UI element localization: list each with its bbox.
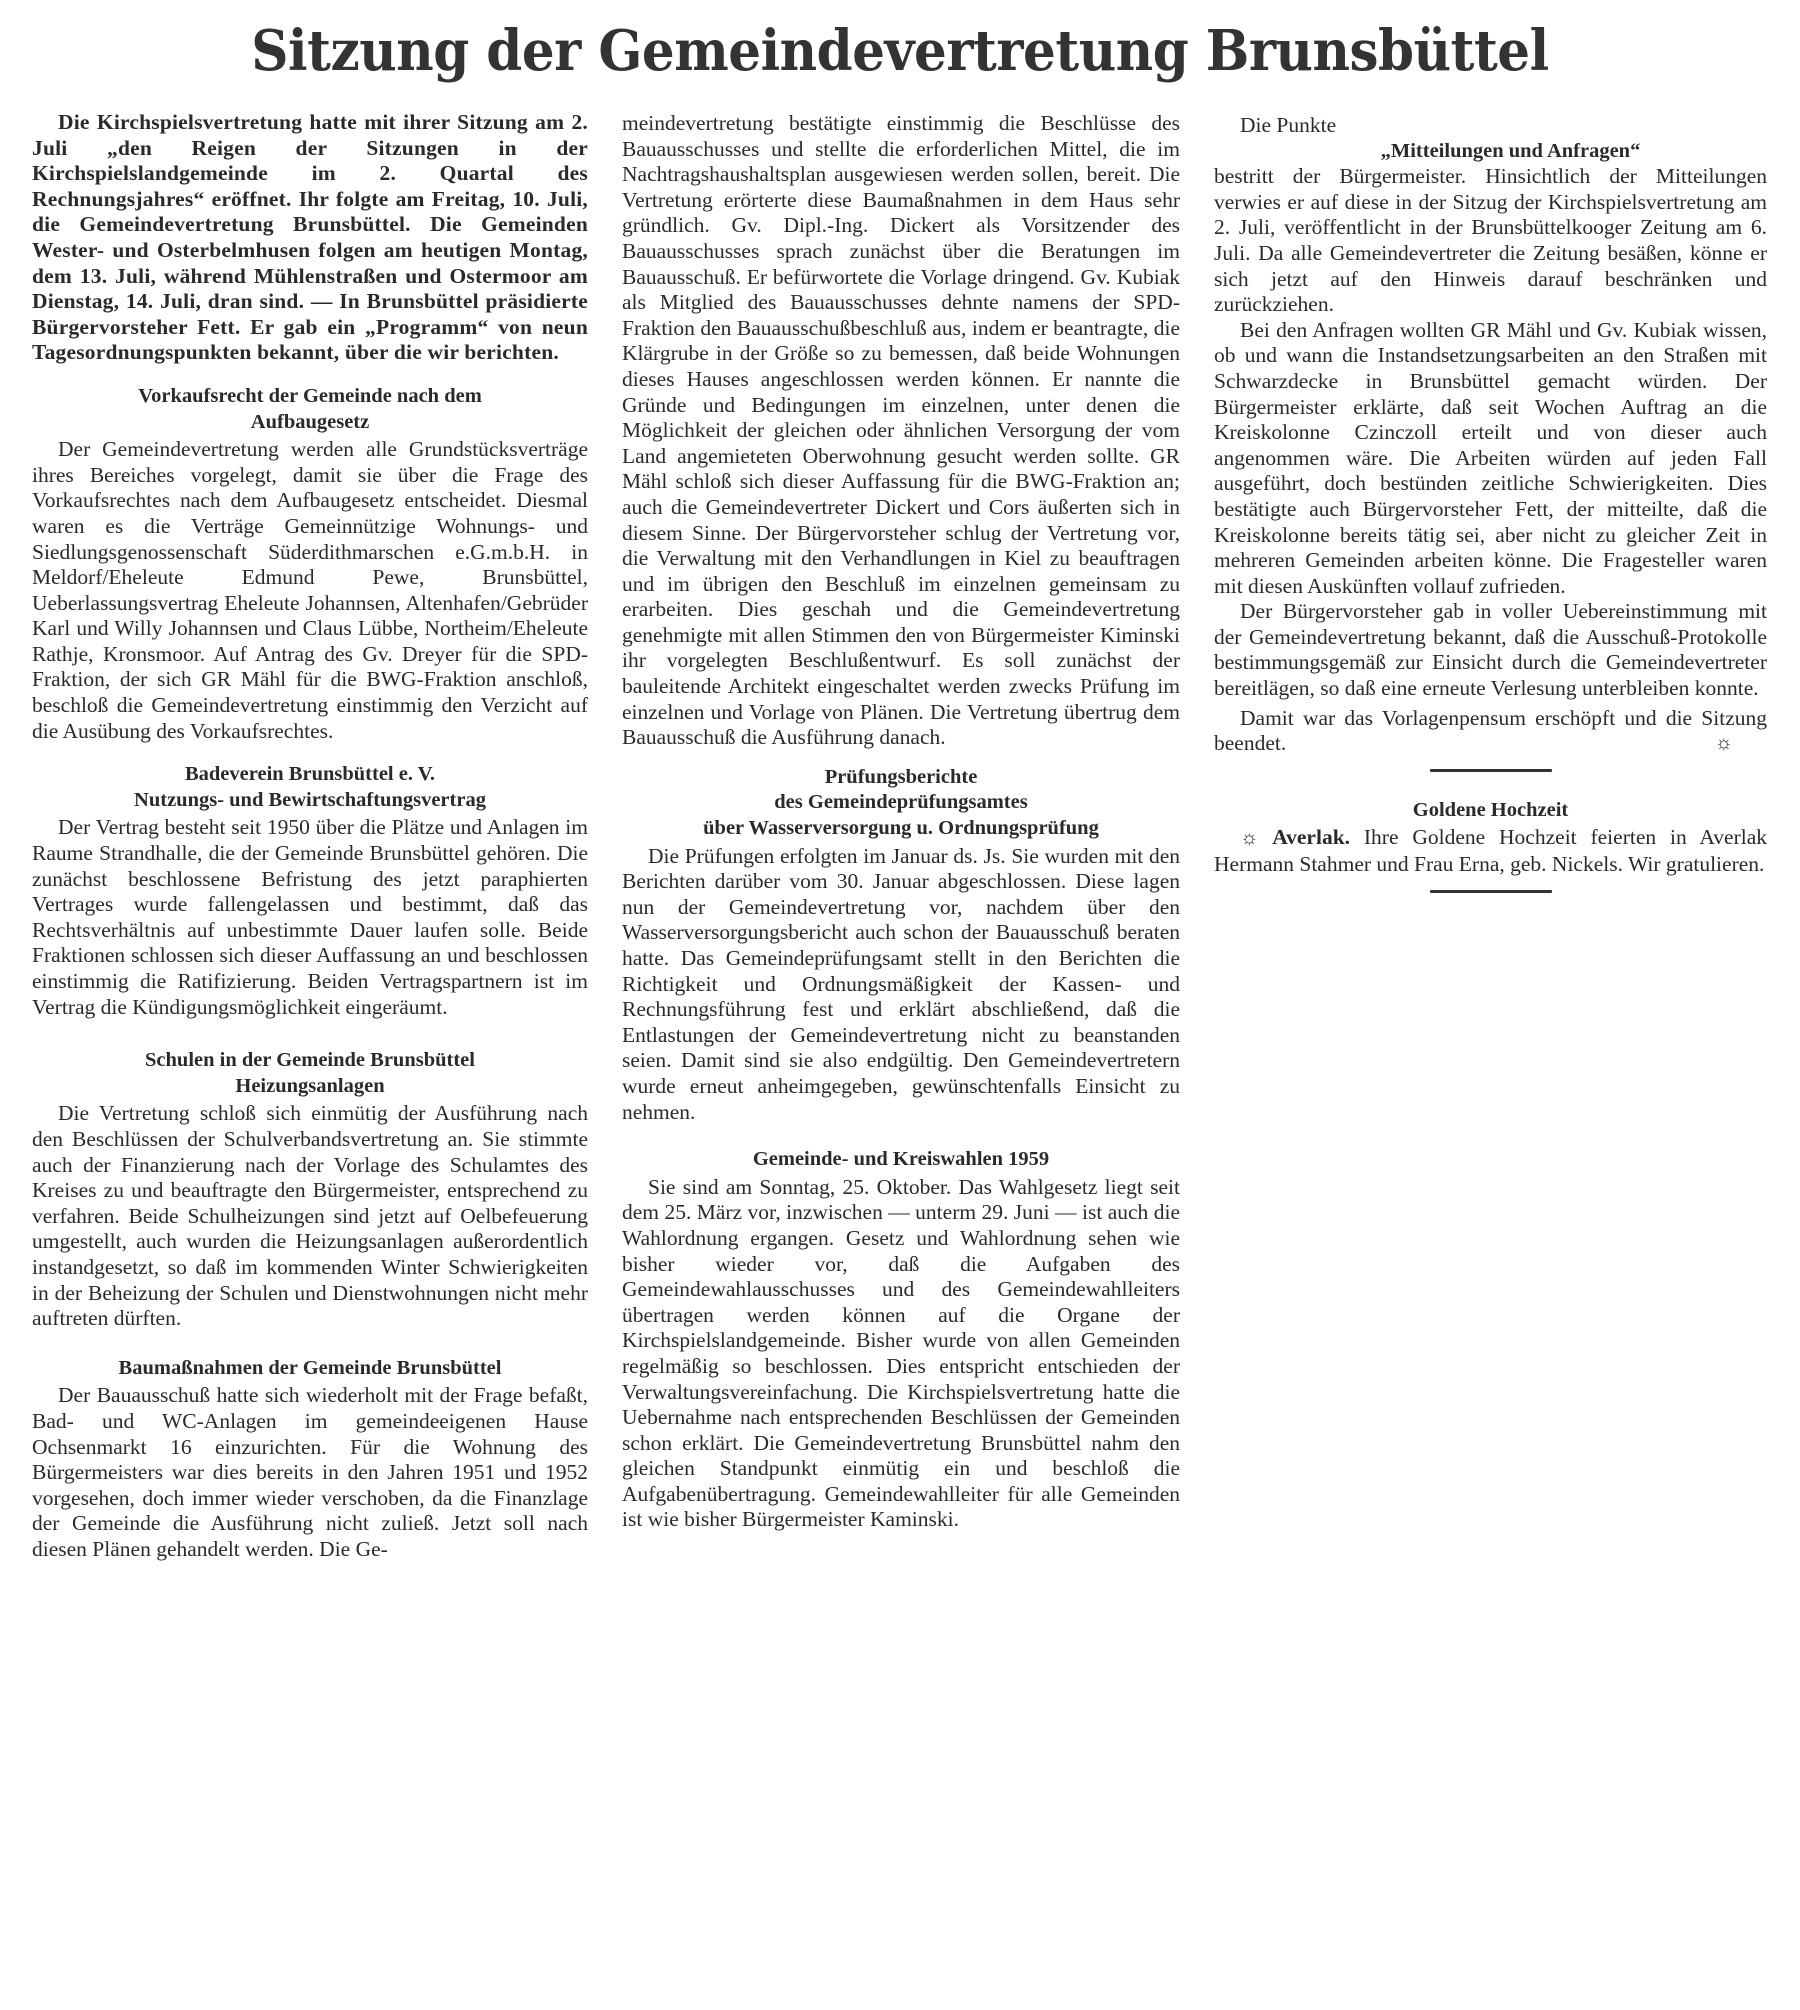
section-heading xyxy=(32,1048,588,1099)
section-heading xyxy=(622,765,1180,842)
divider xyxy=(1430,890,1552,893)
section-body: Die Vertretung schloß sich einmütig der Ausführung nach den Beschlüssen der Schulverbandsvertretung an. Sie stimmte auch der Finanzierung nach der Vorlage des Schulamtes des Kreises zu und beauftragte den Bürgermeister, entsprechend zu verfahren. Beide Schulheizungen sind jetzt auf Oelbefeuerung umgestellt, auch wurden die Heizungsanlagen außerordentlich instandgesetzt, so daß im kommenden Winter Schwierigkeiten in der Beheizung der Schulen und Dienstwohnungen nicht mehr auftreten dürften. xyxy=(32,1101,588,1331)
heading-line: Aufbaugesetz xyxy=(250,410,370,433)
article-title: Sitzung der Gemeindevertretung Brunsbüttel xyxy=(251,18,1549,84)
section-body: Der Vertrag besteht seit 1950 über die Plätze und Anlagen im Raume Strandhalle, die der Gemeinde Brunsbüttel gehören. Die zunächst beschlossene Befristung des jetzt paraphierten Vertrages wurde fallengelassen und bestimmt, daß das Rechtsverhältnis auf unbestimmte Dauer laufen solle. Beide Fraktionen schlossen sich dieser Auffassung an und beschlossen einstimmig die Ratifizierung. Beiden Vertragspartnern ist im Vertrag die Kündigungsmöglichkeit eingeräumt. xyxy=(32,815,588,1019)
closing-paragraph xyxy=(1214,706,1767,757)
heading-line: Heizungsanlagen xyxy=(235,1074,385,1097)
heading-line: Gemeinde- und Kreiswahlen 1959 xyxy=(752,1148,1050,1171)
column-right xyxy=(1214,113,1767,893)
section-heading xyxy=(32,762,588,813)
section-body: Sie sind am Sonntag, 25. Oktober. Das Wahlgesetz liegt seit dem 25. März vor, inzwischen — unterm 29. Juni — ist auch die Wahlordnung ergangen. Gesetz und Wahlordnung sehen wie bisher wieder vor, daß die Aufgaben des Gemeindewahlausschusses und des Gemeindewahlleiters übertragen werden können auf die Organe der Kirchspielslandgemeinde. Bisher wurde von allen Gemeinden regelmäßig so beschlossen. Dies entspricht entschieden der Verwaltungsvereinfachung. Die Kirchspielsvertretung hatte die Uebernahme nach entsprechenden Beschlüssen der Gemeinden schon erklärt. Die Gemeindevertretung Brunsbüttel nahm den gleichen Standpunkt einmütig ein und beschloß die Aufgabenübertragung. Gemeindewahlleiter für alle Gemeinden ist wie bisher Bürgermeister Kaminski. xyxy=(622,1174,1180,1532)
heading-line: Prüfungsberichte xyxy=(824,765,978,788)
star-icon: ☼ xyxy=(1240,827,1259,850)
heading-line: Nutzungs- und Bewirtschaftungsvertrag xyxy=(134,788,486,811)
intro-paragraph: Die Kirchspielsvertretung hatte mit ihrer Sitzung am 2. Juli „den Reigen der Sitzungen in der Kirchspielslandgemeinde im 2. Quartal des Rechnungsjahres“ eröffnet. Ihr folgte am Freitag, 10. Juli, die Gemeindevertretung Brunsbüttel. Die Gemeinden Wester- und Osterbelmhusen folgen am heutigen Montag, dem 13. Juli, während Mühlenstraßen und Ostermoor am Dienstag, 14. Juli, dran sind. — In Brunsbüttel präsidierte Bürgervorsteher Fett. Er gab ein „Programm“ von neun Tagesordnungspunkten bekannt, über die wir berichten. xyxy=(32,110,588,365)
mitteilungen-paragraph: bestritt der Bürgermeister. Hinsichtlich der Mitteilungen verwies er auf diese in der Sitzug der Kirchspielsvertretung am 2. Juli, veröffentlicht in der Brunsbüttelkooger Zeitung am 6. Juli. Da alle Gemeindevertreter die Zeitung besäßen, könne er sich jetzt auf den Hinweis darauf beschränken und zurückziehen. xyxy=(1214,164,1767,317)
column-left xyxy=(32,110,588,1562)
mitteilungen-paragraph: Der Bürgervorsteher gab in voller Uebereinstimmung mit der Gemeindevertretung bekannt, daß die Ausschuß-Protokolle bestimmungsgemäß zur Einsicht durch die Gemeindevertreter bereitlägen, so daß eine erneute Verlesung unterbleiben konnte. xyxy=(1214,599,1767,701)
heading-line: Badeverein Brunsbüttel e. V. xyxy=(184,763,435,786)
divider xyxy=(1430,769,1552,772)
mitteilungen-heading: „Mitteilungen und Anfragen“ xyxy=(1380,139,1641,162)
heading-line: Vorkaufsrecht der Gemeinde nach dem xyxy=(138,384,482,407)
section-body: Der Bauausschuß hatte sich wiederholt mit der Frage befaßt, Bad- und WC-Anlagen im gemeindeeigenen Hause Ochsenmarkt 16 einzurichten. Für die Wohnung des Bürgermeisters war dies bereits in den Jahren 1951 und 1952 vorgesehen, doch immer wieder verschoben, da die Finanzlage der Gemeinde die Ausführung nicht zuließ. Jetzt soll nach diesen Plänen gehandelt werden. Die Ge- xyxy=(32,1383,588,1561)
section-heading xyxy=(32,384,588,435)
star-icon: ☼ xyxy=(1714,732,1733,755)
section-heading xyxy=(32,1356,588,1382)
section-body: Der Gemeindevertretung werden alle Grundstücksverträge ihres Bereiches vorgelegt, damit sie über die Frage des Vorkaufsrechtes nach dem Aufbaugesetz entscheidet. Diesmal waren es die Verträge Gemeinnützige Wohnungs- und Siedlungsgenossenschaft Süderdithmarschen e.G.m.b.H. in Meldorf/Eheleute Edmund Pewe, Brunsbüttel, Ueberlassungsvertrag Eheleute Johannsen, Altenhafen/Gebrüder Karl und Willy Johannsen und Claus Lübbe, Northeim/Eheleute Rathje, Kronsmoor. Auf Antrag des Gv. Dreyer für die SPD-Fraktion, der sich GR Mähl für die BWG-Fraktion anschloß, beschloß die Gemeindevertretung einstimmig den Verzicht auf die Ausübung des Vorkaufsrechtes. xyxy=(32,437,588,743)
notice-body xyxy=(1214,825,1767,877)
heading-line: Schulen in der Gemeinde Brunsbüttel xyxy=(145,1049,475,1072)
heading-line: über Wasserversorgung u. Ordnungsprüfung xyxy=(703,817,1099,840)
mitteilungen-paragraph: Bei den Anfragen wollten GR Mähl und Gv. Kubiak wissen, ob und wann die Instandsetzungsarbeiten an den Straßen mit Schwarzdecke in Brunsbüttel gemacht würden. Der Bürgermeister erklärte, daß seit Wochen Auftrag an die Kreiskolonne Czinczoll erteilt und von dieser auch angenommen wäre. Die Arbeiten würden auf jeden Fall ausgeführt, doch bestünden zeitliche Schwierigkeiten. Dies bestätigte auch Bürgervorsteher Fett, der mitteilte, daß die Kreiskolonne bereits tätig sei, aber nicht zu gleicher Zeit in mehreren Gemeinden arbeiten könne. Die Fragesteller waren mit diesen Auskünften vollauf zufrieden. xyxy=(1214,317,1767,598)
notice-place: Averlak. xyxy=(1272,825,1351,850)
section-body: Die Prüfungen erfolgten im Januar ds. Js. Sie wurden mit den Berichten darüber vom 30. Januar abgeschlossen. Diese lagen nun der Gemeindevertretung vor, nachdem über den Wasserversorgungsbericht auch schon der Bauausschuß beraten hatte. Das Gemeindeprüfungsamt stellt in den Berichten die Richtigkeit und Ordnungsmäßigkeit der Kassen- und Rechnungsführung fest und erklärt abschließend, daß die Entlastungen der Gemeindevertretung nicht zu beanstanden seien. Damit sind sie also endgültig. Den Gemeindevertretern wurde erneut anheimgegeben, gewünschtenfalls Einsicht zu nehmen. xyxy=(622,843,1180,1124)
notice-text: Ihre Goldene Hochzeit feierten in Averlak Hermann Stahmer und Frau Erna, geb. Nickels. Wir gratulieren. xyxy=(1214,825,1768,877)
mitteilungen-lead: Die Punkte xyxy=(1240,113,1337,137)
heading-line: Baumaßnahmen der Gemeinde Brunsbüttel xyxy=(118,1356,502,1379)
section-body-continued: meindevertretung bestätigte einstimmig die Beschlüsse des Bauausschusses und stellte die erforderlichen Mittel, die im Nachtragshaushaltsplan ausgewiesen werden sollen, bereit. Die Vertretung erörterte diese Baumaßnahmen in dem Haus sehr gründlich. Gv. Dipl.-Ing. Dickert als Vorsitzender des Bauausschusses sprach zunächst über die Beratungen im Bauausschuß. Er befürwortete die Vorlage dringend. Gv. Kubiak als Mitglied des Bauausschusses dehnte namens der SPD-Fraktion den Bauausschußbeschluß aus, indem er beantragte, die Klärgrube in der Größe so zu bemessen, daß beide Wohnungen dieses Hauses angeschlossen werden können. Er nannte die Gründe und Bedingungen im einzelnen, unter denen die Möglichkeit der gleichen oder ähnlichen Versorgung der vom Land angemieteten Oberwohnung gesucht werden sollte. GR Mähl schloß sich dieser Auffassung für die BWG-Fraktion an; auch die Gemeindevertreter Dickert und Cors äußerten sich in diesem Sinne. Der Bürgervorsteher schlug der Vertretung vor, die Verwaltung mit den Verhandlungen in Kiel zu beauftragen und im übrigen den Beschluß im einzelnen gemeinsam zu erarbeiten. Dies geschah und die Gemeindevertretung genehmigte mit allen Stimmen den von Bürgermeister Kiminski ihr vorgelegten Beschlußentwurf. Es soll zunächst der bauleitende Architekt eingeschaltet werden zwecks Prüfung im einzelnen und Vorlage von Plänen. Die Vertretung übertrug dem Bauausschuß die Ausführung danach. xyxy=(622,111,1180,750)
notice-heading: Goldene Hochzeit xyxy=(1412,798,1569,821)
section-heading xyxy=(622,1147,1180,1173)
heading-line: des Gemeindeprüfungsamtes xyxy=(774,791,1028,814)
column-middle xyxy=(622,111,1180,1533)
closing-text: Damit war das Vorlagenpensum erschöpft und die Sitzung beendet. xyxy=(1214,705,1767,756)
